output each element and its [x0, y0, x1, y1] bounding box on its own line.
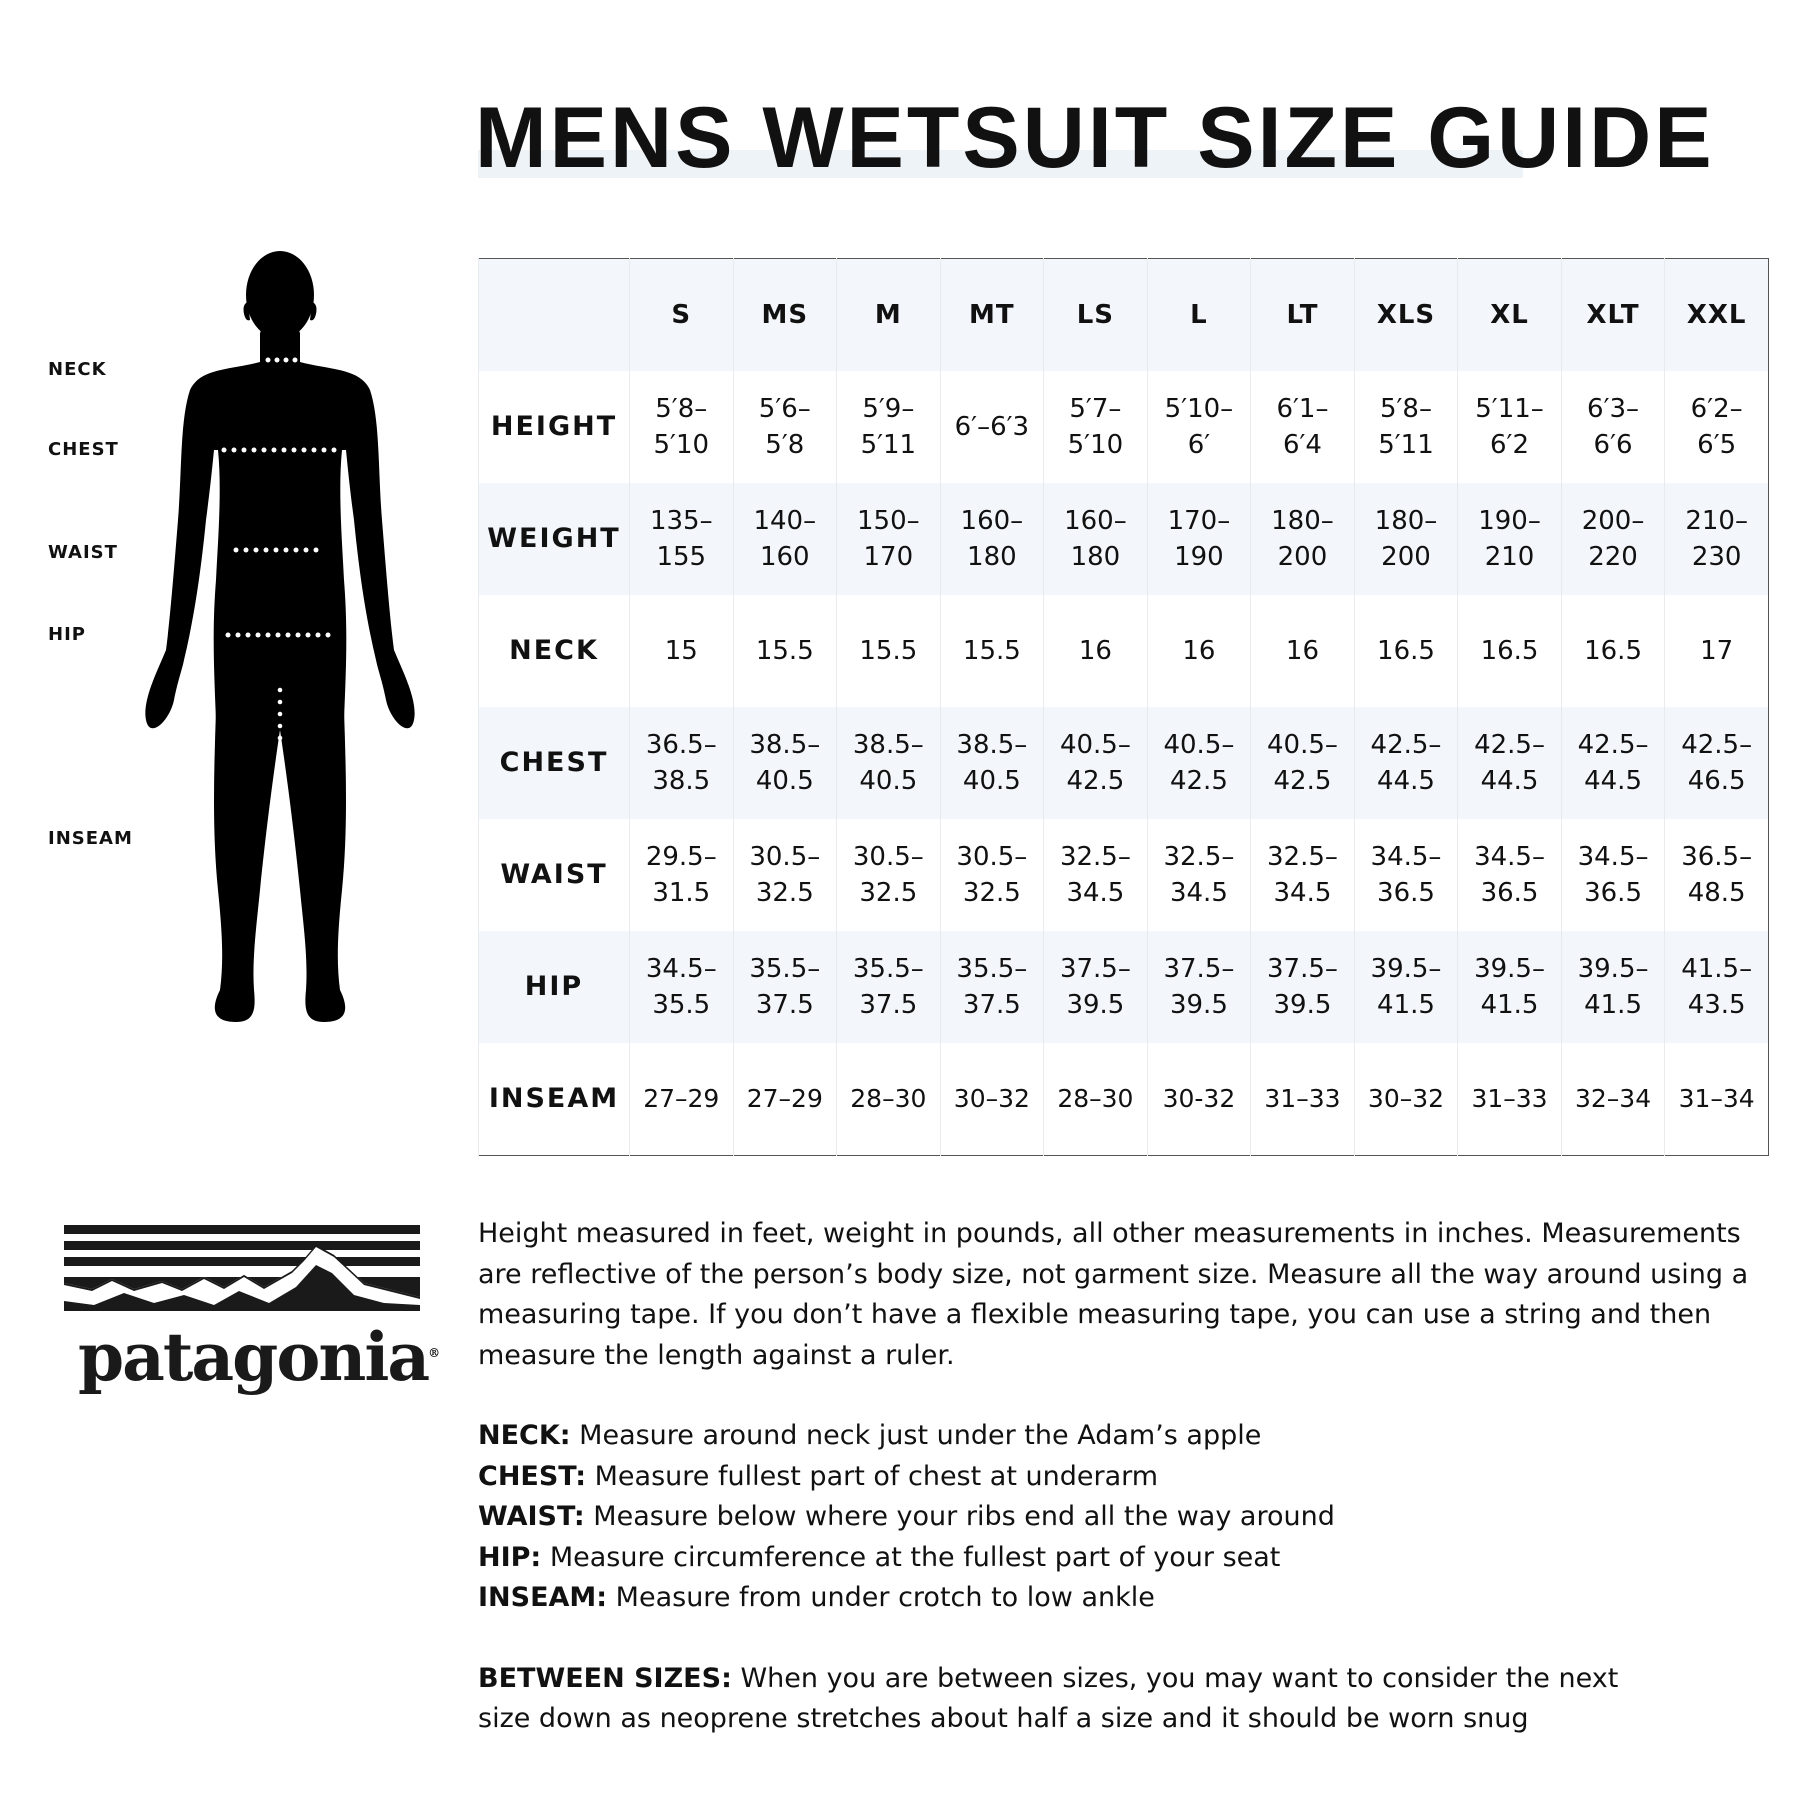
table-cell: 34.5–35.5 — [630, 931, 734, 1043]
size-header: MT — [940, 259, 1044, 372]
table-cell: 32.5–34.5 — [1147, 819, 1251, 931]
table-cell: 6′–6′3 — [940, 371, 1044, 483]
size-header: LT — [1251, 259, 1355, 372]
notes-intro: Height measured in feet, weight in pounds, all other measurements in inches. Measurements are reflective of the person’s body size, not garment size. Measure all the way around using a measuring tape. If you don’t have a flexible measuring tape, you can use a string and then measure the length against a ruler. — [478, 1218, 1749, 1371]
table-cell: 190–210 — [1458, 483, 1562, 595]
row-header: NECK — [479, 595, 630, 707]
table-cell: 5′7–5′10 — [1044, 371, 1148, 483]
patagonia-wordmark: patagonia® — [78, 1318, 441, 1396]
table-cell: 5′9–5′11 — [837, 371, 941, 483]
note-neck: NECK: Measure around neck just under the Adam’s apple — [478, 1420, 1262, 1451]
table-cell: 5′6–5′8 — [733, 371, 837, 483]
figure-label-hip: HIP — [48, 624, 86, 645]
size-header: M — [837, 259, 941, 372]
table-cell: 40.5–42.5 — [1044, 707, 1148, 819]
table-cell: 17 — [1665, 595, 1769, 707]
table-cell: 5′8–5′11 — [1354, 371, 1458, 483]
table-row-hip — [479, 931, 1769, 1043]
table-cell: 30-32 — [1147, 1043, 1251, 1156]
size-header: LS — [1044, 259, 1148, 372]
table-cell: 5′11–6′2 — [1458, 371, 1562, 483]
corner-cell — [479, 259, 630, 372]
table-cell: 35.5–37.5 — [837, 931, 941, 1043]
table-cell: 35.5–37.5 — [940, 931, 1044, 1043]
note-inseam: INSEAM: Measure from under crotch to low ankle — [478, 1582, 1155, 1613]
size-header: XXL — [1665, 259, 1769, 372]
table-cell: 180–200 — [1251, 483, 1355, 595]
table-cell: 37.5–39.5 — [1147, 931, 1251, 1043]
table-cell: 135–155 — [630, 483, 734, 595]
table-cell: 15.5 — [837, 595, 941, 707]
table-cell: 35.5–37.5 — [733, 931, 837, 1043]
table-cell: 38.5–40.5 — [940, 707, 1044, 819]
table-cell: 32.5–34.5 — [1251, 819, 1355, 931]
table-cell: 5′10–6′ — [1147, 371, 1251, 483]
table-cell: 140–160 — [733, 483, 837, 595]
size-header: XLS — [1354, 259, 1458, 372]
waist-measure-dots — [234, 548, 319, 553]
row-header: HEIGHT — [479, 371, 630, 483]
table-cell: 38.5–40.5 — [837, 707, 941, 819]
figure-label-chest: CHEST — [48, 439, 119, 460]
figure-label-waist: WAIST — [48, 542, 118, 563]
table-cell: 30–32 — [1354, 1043, 1458, 1156]
table-cell: 16.5 — [1354, 595, 1458, 707]
figure-label-neck: NECK — [48, 359, 107, 380]
table-cell: 6′3–6′6 — [1561, 371, 1665, 483]
table-cell: 41.5–43.5 — [1665, 931, 1769, 1043]
size-header: L — [1147, 259, 1251, 372]
table-cell: 36.5–48.5 — [1665, 819, 1769, 931]
table-cell: 16 — [1251, 595, 1355, 707]
table-cell: 30.5–32.5 — [733, 819, 837, 931]
note-between-sizes: BETWEEN SIZES: When you are between sizes, you may want to consider the next size down as neoprene stretches about half a size and it should be worn snug — [478, 1662, 1619, 1734]
body-silhouette-figure — [140, 250, 430, 1030]
table-row-chest — [479, 707, 1769, 819]
table-cell: 170–190 — [1147, 483, 1251, 595]
size-table — [478, 258, 1769, 1156]
table-cell: 39.5–41.5 — [1458, 931, 1562, 1043]
measurement-notes — [478, 1214, 1778, 1740]
table-row-weight — [479, 483, 1769, 595]
table-cell: 32–34 — [1561, 1043, 1665, 1156]
table-row-height — [479, 371, 1769, 483]
table-cell: 40.5–42.5 — [1251, 707, 1355, 819]
table-cell: 16.5 — [1458, 595, 1562, 707]
table-row-waist — [479, 819, 1769, 931]
table-cell: 28–30 — [1044, 1043, 1148, 1156]
table-cell: 160–180 — [1044, 483, 1148, 595]
row-header: WAIST — [479, 819, 630, 931]
size-header: XL — [1458, 259, 1562, 372]
note-chest: CHEST: Measure fullest part of chest at underarm — [478, 1460, 1159, 1492]
table-cell: 30.5–32.5 — [837, 819, 941, 931]
table-cell: 31–33 — [1458, 1043, 1562, 1156]
table-cell: 30–32 — [940, 1043, 1044, 1156]
table-cell: 27–29 — [630, 1043, 734, 1156]
size-header: MS — [733, 259, 837, 372]
table-cell: 29.5–31.5 — [630, 819, 734, 931]
size-header: XLT — [1561, 259, 1665, 372]
table-cell: 16 — [1044, 595, 1148, 707]
figure-label-inseam: INSEAM — [48, 828, 133, 849]
row-header: HIP — [479, 931, 630, 1043]
table-cell: 210–230 — [1665, 483, 1769, 595]
table-cell: 30.5–32.5 — [940, 819, 1044, 931]
table-cell: 40.5–42.5 — [1147, 707, 1251, 819]
table-cell: 39.5–41.5 — [1561, 931, 1665, 1043]
table-cell: 28–30 — [837, 1043, 941, 1156]
table-cell: 42.5–44.5 — [1561, 707, 1665, 819]
table-cell: 6′2–6′5 — [1665, 371, 1769, 483]
table-cell: 6′1–6′4 — [1251, 371, 1355, 483]
table-cell: 32.5–34.5 — [1044, 819, 1148, 931]
table-cell: 180–200 — [1354, 483, 1458, 595]
table-row-inseam — [479, 1043, 1769, 1156]
row-header: INSEAM — [479, 1043, 630, 1156]
row-header: WEIGHT — [479, 483, 630, 595]
table-cell: 31–33 — [1251, 1043, 1355, 1156]
table-cell: 39.5–41.5 — [1354, 931, 1458, 1043]
size-header-row — [479, 259, 1769, 372]
table-cell: 15 — [630, 595, 734, 707]
page-title: MENS WETSUIT SIZE GUIDE — [475, 90, 1715, 186]
table-cell: 31–34 — [1665, 1043, 1769, 1156]
table-cell: 36.5–38.5 — [630, 707, 734, 819]
table-cell: 34.5–36.5 — [1458, 819, 1562, 931]
table-cell: 200–220 — [1561, 483, 1665, 595]
table-cell: 42.5–46.5 — [1665, 707, 1769, 819]
table-cell: 42.5–44.5 — [1354, 707, 1458, 819]
note-hip: HIP: Measure circumference at the fullest part of your seat — [478, 1541, 1281, 1573]
row-header: CHEST — [479, 707, 630, 819]
table-cell: 150–170 — [837, 483, 941, 595]
table-cell: 37.5–39.5 — [1251, 931, 1355, 1043]
table-cell: 34.5–36.5 — [1354, 819, 1458, 931]
table-cell: 5′8–5′10 — [630, 371, 734, 483]
table-cell: 15.5 — [733, 595, 837, 707]
table-cell: 42.5–44.5 — [1458, 707, 1562, 819]
table-cell: 37.5–39.5 — [1044, 931, 1148, 1043]
table-cell: 15.5 — [940, 595, 1044, 707]
table-cell: 38.5–40.5 — [733, 707, 837, 819]
table-cell: 16 — [1147, 595, 1251, 707]
table-cell: 27–29 — [733, 1043, 837, 1156]
table-cell: 34.5–36.5 — [1561, 819, 1665, 931]
table-cell: 16.5 — [1561, 595, 1665, 707]
note-waist: WAIST: Measure below where your ribs end all the way around — [478, 1501, 1335, 1532]
size-header: S — [630, 259, 734, 372]
table-row-neck — [479, 595, 1769, 707]
table-cell: 160–180 — [940, 483, 1044, 595]
